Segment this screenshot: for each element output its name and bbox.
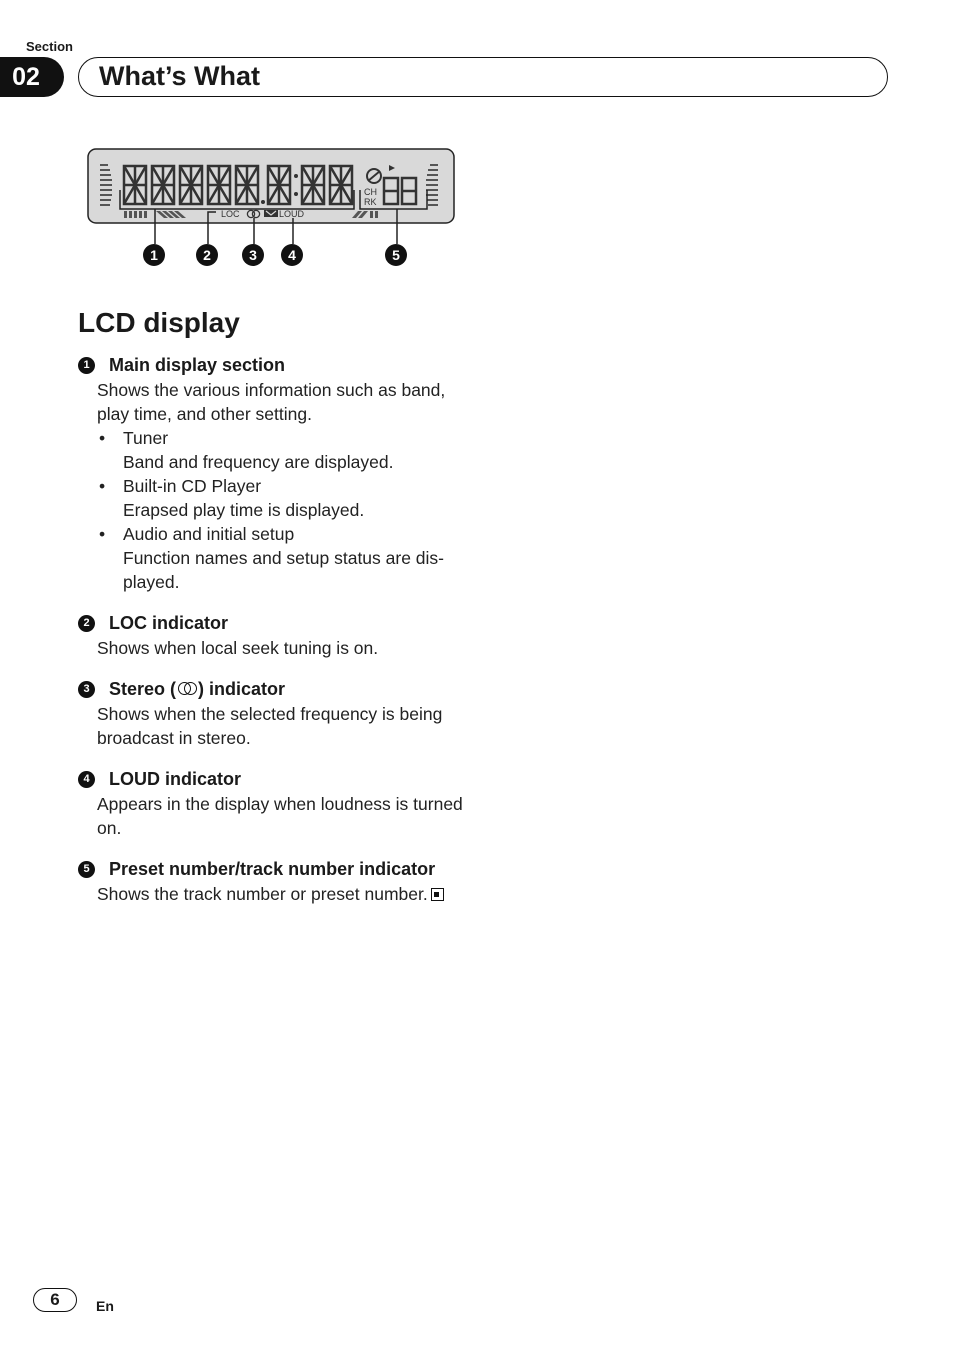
lcd-display-heading: LCD display xyxy=(78,307,240,338)
lcd-rk-label: RK xyxy=(364,197,377,207)
item-number: 2 xyxy=(78,615,95,632)
item-number: 4 xyxy=(78,771,95,788)
item-title-suffix: ) indicator xyxy=(198,678,286,699)
item-preset-indicator xyxy=(78,856,478,906)
section-label: Section xyxy=(26,39,73,54)
lcd-illustration xyxy=(80,140,470,275)
item-title: Preset number/track number indicator xyxy=(109,858,436,879)
callout-5: 5 xyxy=(385,244,407,266)
end-of-section-icon xyxy=(431,888,444,901)
item-description: Shows the various information such as band, play time, and other setting. xyxy=(97,380,446,424)
bullet-description: Erapsed play time is displayed. xyxy=(123,500,365,520)
item-loud-indicator xyxy=(78,766,478,840)
callout-3: 3 xyxy=(242,244,264,266)
bullet-description: Band and frequency are displayed. xyxy=(123,452,394,472)
item-description: Shows when the selected frequency is being broadcast in stereo. xyxy=(97,704,443,748)
section-title: What’s What xyxy=(99,61,260,91)
lcd-ch-label: CH xyxy=(364,187,377,197)
callout-1: 1 xyxy=(143,244,165,266)
bullet-list xyxy=(97,426,478,594)
list-item xyxy=(97,474,478,522)
section-header xyxy=(78,57,888,97)
item-number: 3 xyxy=(78,681,95,698)
item-description: Shows the track number or preset number. xyxy=(97,884,428,904)
page-number: 6 xyxy=(33,1288,77,1312)
item-title: LOUD indicator xyxy=(109,768,242,789)
bullet-title: • Built-in CD Player xyxy=(123,476,262,496)
item-title-prefix: Stereo ( xyxy=(109,678,177,699)
item-description: Appears in the display when loudness is turned on. xyxy=(97,794,463,838)
callout-4: 4 xyxy=(281,244,303,266)
bullet-description: Function names and setup status are dis-played. xyxy=(123,548,445,592)
lcd-description-list xyxy=(78,352,478,922)
list-item xyxy=(97,522,478,594)
item-title: Main display section xyxy=(109,354,286,375)
item-stereo-indicator xyxy=(78,676,478,750)
stereo-icon xyxy=(176,682,198,696)
item-number: 5 xyxy=(78,861,95,878)
list-item xyxy=(97,426,478,474)
language-label: En xyxy=(96,1298,114,1314)
lcd-loc-label: LOC xyxy=(221,209,240,219)
item-description: Shows when local seek tuning is on. xyxy=(97,638,379,658)
section-number-tab: 02 xyxy=(0,57,64,97)
callout-2: 2 xyxy=(196,244,218,266)
item-number: 1 xyxy=(78,357,95,374)
item-main-display xyxy=(78,352,478,594)
bullet-title: • Audio and initial setup xyxy=(123,524,295,544)
item-title: LOC indicator xyxy=(109,612,229,633)
lcd-diagram xyxy=(80,140,470,275)
bullet-title: • Tuner xyxy=(123,428,169,448)
lcd-loud-label: LOUD xyxy=(279,209,305,219)
item-loc-indicator xyxy=(78,610,478,660)
